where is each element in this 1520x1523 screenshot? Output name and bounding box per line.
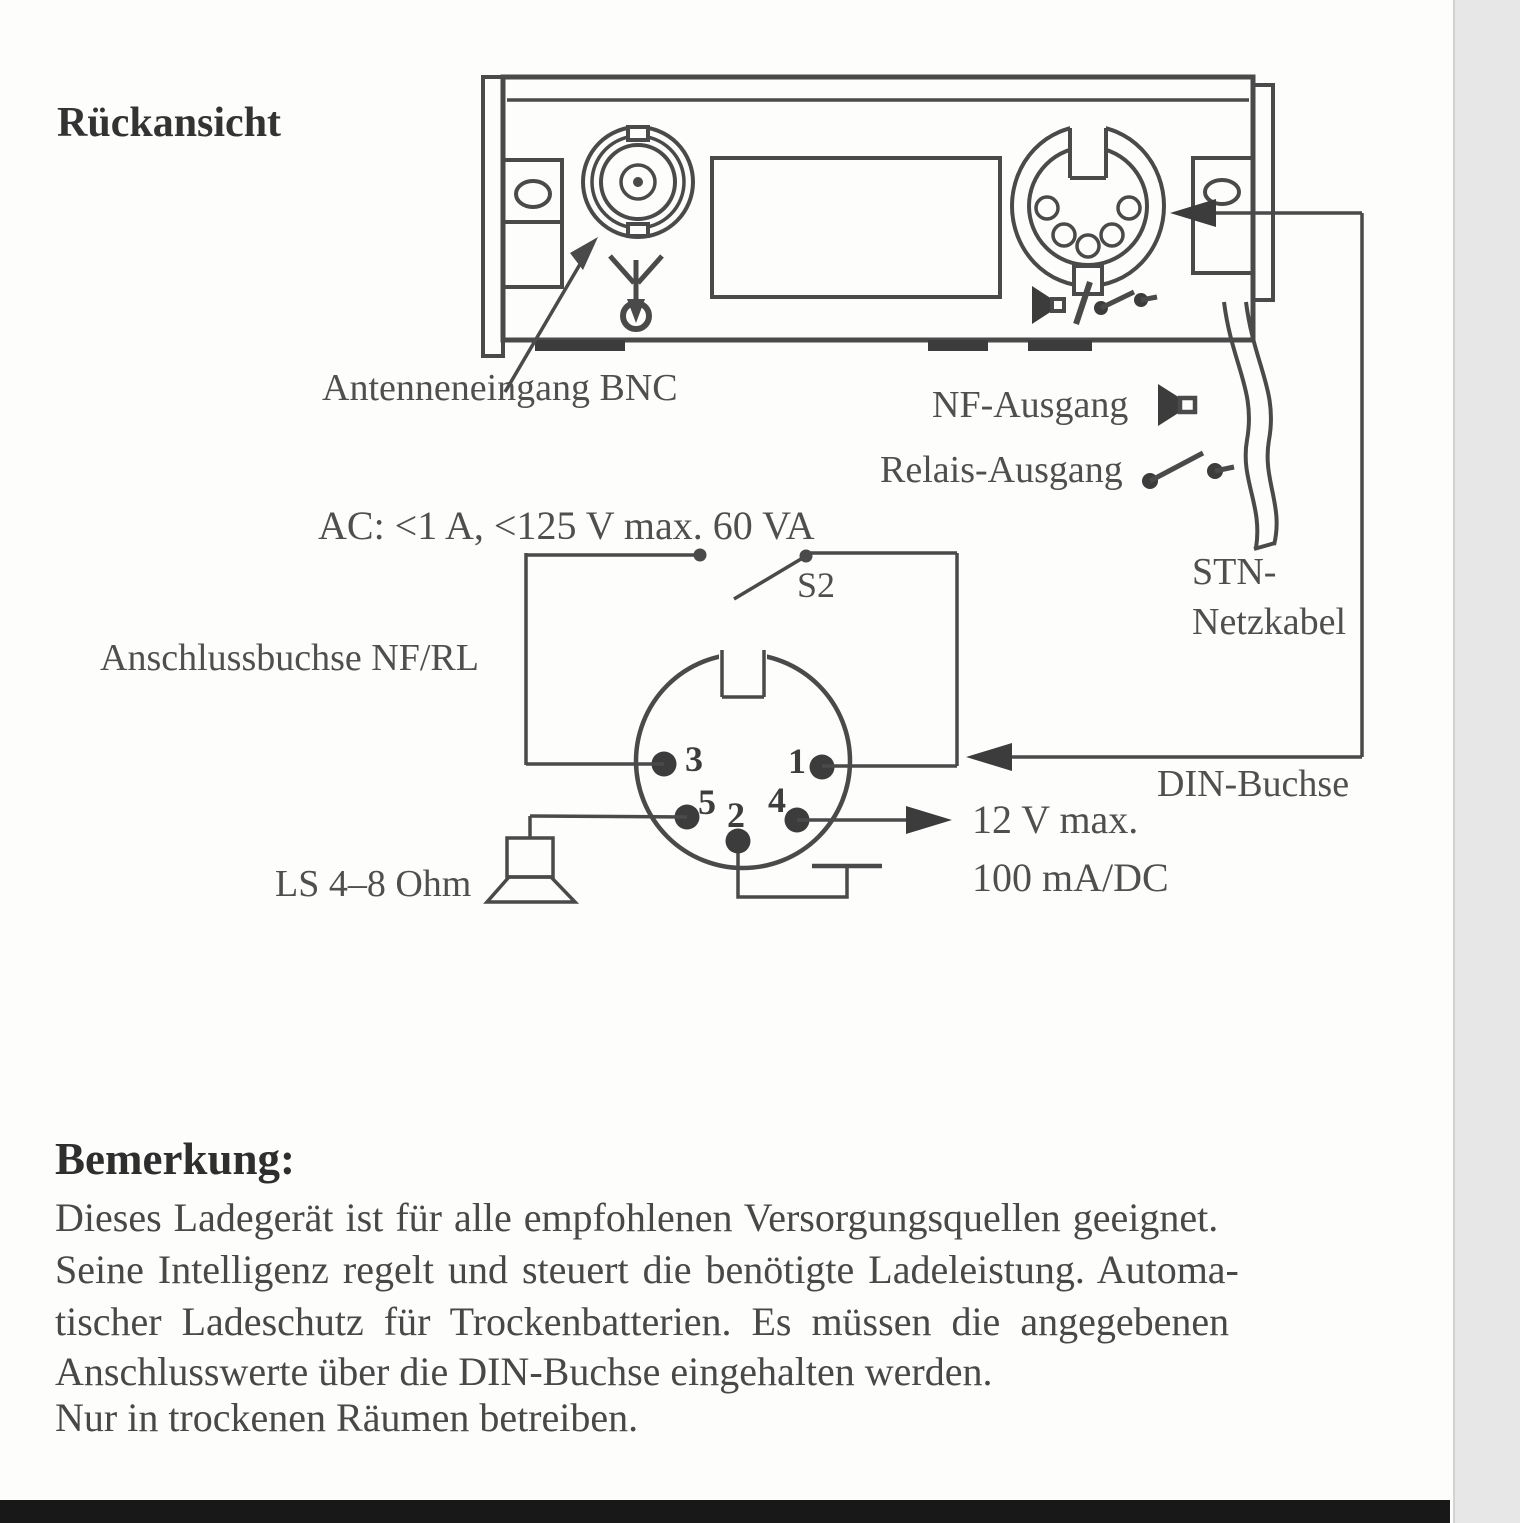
speaker-impedance-label: LS 4–8 Ohm bbox=[275, 863, 472, 905]
schematic bbox=[487, 549, 957, 903]
nf-output-label: NF-Ausgang bbox=[932, 384, 1129, 426]
din-socket-icon bbox=[1012, 122, 1164, 294]
antenna-icon bbox=[610, 256, 662, 329]
screw-icon bbox=[516, 181, 550, 207]
screw-icon bbox=[1205, 180, 1239, 204]
dc-rating-line2: 100 mA/DC bbox=[972, 855, 1169, 900]
switch-blade bbox=[734, 556, 806, 599]
label-plate bbox=[712, 158, 1000, 297]
pin-label-1: 1 bbox=[788, 741, 806, 781]
cable-label-line2: Netzkabel bbox=[1192, 601, 1347, 643]
din-buchse-label: DIN-Buchse bbox=[1157, 763, 1350, 805]
note-line-1: Dieses Ladegerät ist für alle empfohlenen Versorgungsquellen geeignet. bbox=[55, 1195, 1219, 1240]
pin-label-4: 4 bbox=[768, 780, 786, 820]
scan-edge-strip bbox=[1453, 0, 1520, 1523]
dc-arrowhead bbox=[906, 806, 952, 834]
device-rear-panel bbox=[483, 77, 1273, 356]
cable-label-line1: STN- bbox=[1192, 551, 1277, 593]
bnc-connector-icon bbox=[583, 127, 693, 237]
connector-nf-rl-label: Anschlussbuchse NF/RL bbox=[100, 637, 479, 679]
speaker-icon bbox=[1158, 384, 1195, 426]
loudspeaker-icon bbox=[487, 838, 575, 902]
dc-rating-line1: 12 V max. bbox=[972, 797, 1139, 842]
relay-icon bbox=[1142, 453, 1234, 489]
note-line-5: Nur in trockenen Räumen betreiben. bbox=[55, 1395, 639, 1440]
note-line-4: Anschlusswerte über die DIN-Buchse eingehalten werden. bbox=[55, 1349, 993, 1394]
relay-output-label: Relais-Ausgang bbox=[880, 449, 1123, 491]
note-heading: Bemerkung: bbox=[55, 1134, 295, 1184]
ac-rating-label: AC: <1 A, <125 V max. 60 VA bbox=[318, 503, 815, 548]
pin-label-5: 5 bbox=[698, 782, 716, 822]
note-line-3: tischer Ladeschutz für Trockenbatterien. Es müssen die angegebenen bbox=[55, 1299, 1230, 1344]
antenna-input-label: Antenneneingang BNC bbox=[322, 367, 678, 409]
page-title: Rückansicht bbox=[57, 100, 282, 146]
pin-label-2: 2 bbox=[727, 795, 745, 835]
note-line-2: Seine Intelligenz regelt und steuert die benötigte Ladeleistung. Automa- bbox=[55, 1247, 1239, 1292]
pin-label-3: 3 bbox=[685, 739, 703, 779]
switch-s2-label: S2 bbox=[797, 565, 836, 605]
ground-wire bbox=[738, 853, 847, 897]
scan-bottom-bar bbox=[0, 1500, 1450, 1523]
